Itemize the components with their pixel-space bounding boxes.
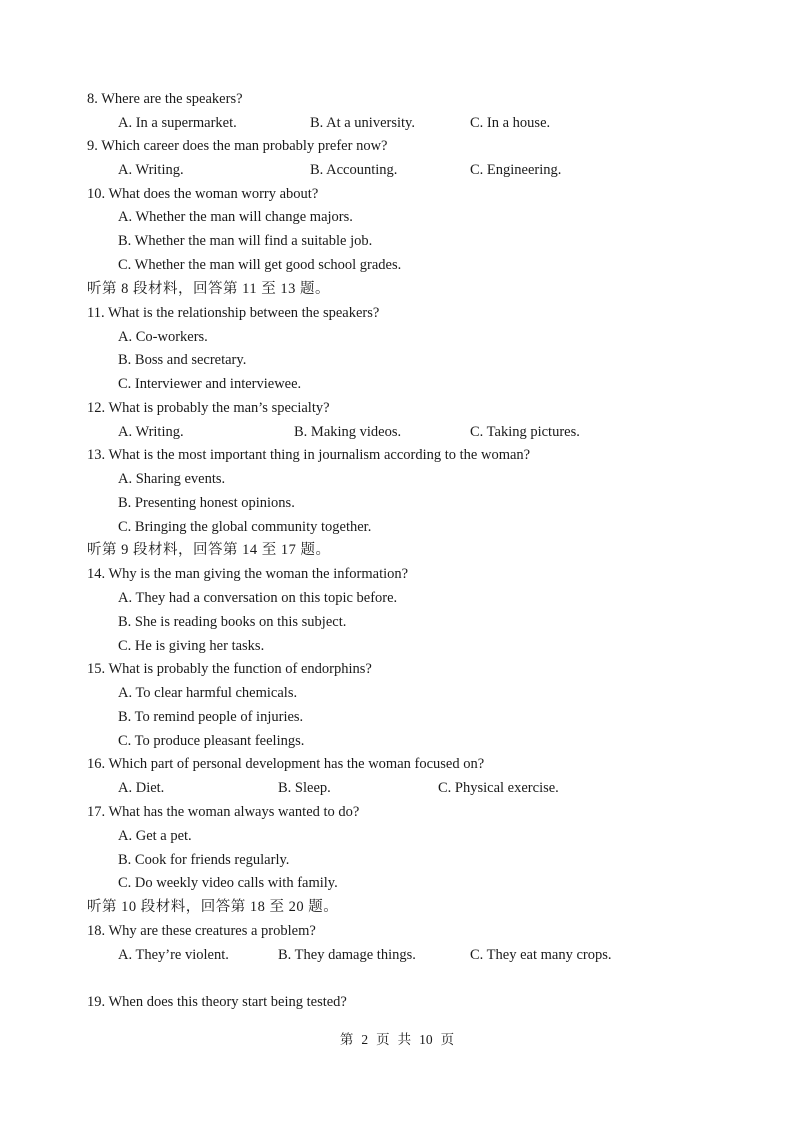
question-14-option-c: C. He is giving her tasks. — [118, 638, 265, 654]
question-11-option-c: C. Interviewer and interviewee. — [118, 376, 302, 392]
question-13-option-c: C. Bringing the global community together. — [118, 519, 372, 535]
question-13-stem: 13. What is the most important thing in journalism according to the woman? — [87, 447, 531, 463]
question-8-option-a: A. In a supermarket. — [118, 115, 237, 131]
question-14-option-a: A. They had a conversation on this topic before. — [118, 590, 398, 606]
question-17-stem: 17. What has the woman always wanted to do? — [87, 804, 360, 820]
question-11-option-a: A. Co-workers. — [118, 329, 208, 345]
footer-page-word: 页 — [376, 1032, 390, 1047]
question-8-stem: 8. Where are the speakers? — [87, 91, 243, 107]
question-15-option-a: A. To clear harmful chemicals. — [118, 685, 298, 701]
question-10-option-a: A. Whether the man will change majors. — [118, 209, 353, 225]
question-11-stem: 11. What is the relationship between the speakers? — [87, 305, 380, 321]
question-8-option-c: C. In a house. — [470, 115, 551, 131]
question-10-option-c: C. Whether the man will get good school grades. — [118, 257, 402, 273]
question-15-option-b: B. To remind people of injuries. — [118, 709, 304, 725]
footer-total-pages: 10 — [419, 1032, 433, 1047]
section-9-instruction: 听第 9 段材料，回答第 14 至 17 题。 — [87, 542, 331, 558]
question-12-stem: 12. What is probably the man’s specialty? — [87, 400, 330, 416]
page-footer — [0, 1031, 794, 1049]
question-16-option-c: C. Physical exercise. — [438, 780, 559, 796]
footer-prefix: 第 — [339, 1032, 354, 1047]
question-12-option-b: B. Making videos. — [294, 424, 402, 440]
section-8-instruction: 听第 8 段材料，回答第 11 至 13 题。 — [87, 281, 330, 297]
question-17-option-b: B. Cook for friends regularly. — [118, 852, 290, 868]
footer-total-word: 共 — [397, 1032, 412, 1047]
question-18-option-a: A. They’re violent. — [118, 947, 229, 963]
question-19-stem: 19. When does this theory start being tested? — [87, 994, 347, 1010]
question-17-option-c: C. Do weekly video calls with family. — [118, 875, 338, 891]
question-8-option-b: B. At a university. — [310, 115, 415, 131]
question-14-stem: 14. Why is the man giving the woman the information? — [87, 566, 409, 582]
question-12-option-a: A. Writing. — [118, 424, 184, 440]
question-9-option-b: B. Accounting. — [310, 162, 398, 178]
question-10-option-b: B. Whether the man will find a suitable job. — [118, 233, 373, 249]
question-9-option-c: C. Engineering. — [470, 162, 562, 178]
question-15-option-c: C. To produce pleasant feelings. — [118, 733, 305, 749]
footer-page-number: 2 — [361, 1032, 369, 1047]
section-10-instruction: 听第 10 段材料，回答第 18 至 20 题。 — [87, 899, 339, 915]
footer-end: 页 — [440, 1032, 455, 1047]
question-18-option-c: C. They eat many crops. — [470, 947, 612, 963]
question-9-stem: 9. Which career does the man probably prefer now? — [87, 138, 388, 154]
question-15-stem: 15. What is probably the function of endorphins? — [87, 661, 372, 677]
question-13-option-a: A. Sharing events. — [118, 471, 226, 487]
question-18-option-b: B. They damage things. — [278, 947, 416, 963]
question-17-option-a: A. Get a pet. — [118, 828, 192, 844]
question-16-option-b: B. Sleep. — [278, 780, 331, 796]
question-16-stem: 16. Which part of personal development has the woman focused on? — [87, 756, 485, 772]
question-12-option-c: C. Taking pictures. — [470, 424, 580, 440]
question-14-option-b: B. She is reading books on this subject. — [118, 614, 347, 630]
question-11-option-b: B. Boss and secretary. — [118, 352, 247, 368]
question-13-option-b: B. Presenting honest opinions. — [118, 495, 295, 511]
question-16-option-a: A. Diet. — [118, 780, 165, 796]
question-10-stem: 10. What does the woman worry about? — [87, 186, 319, 202]
question-18-stem: 18. Why are these creatures a problem? — [87, 923, 316, 939]
question-9-option-a: A. Writing. — [118, 162, 184, 178]
